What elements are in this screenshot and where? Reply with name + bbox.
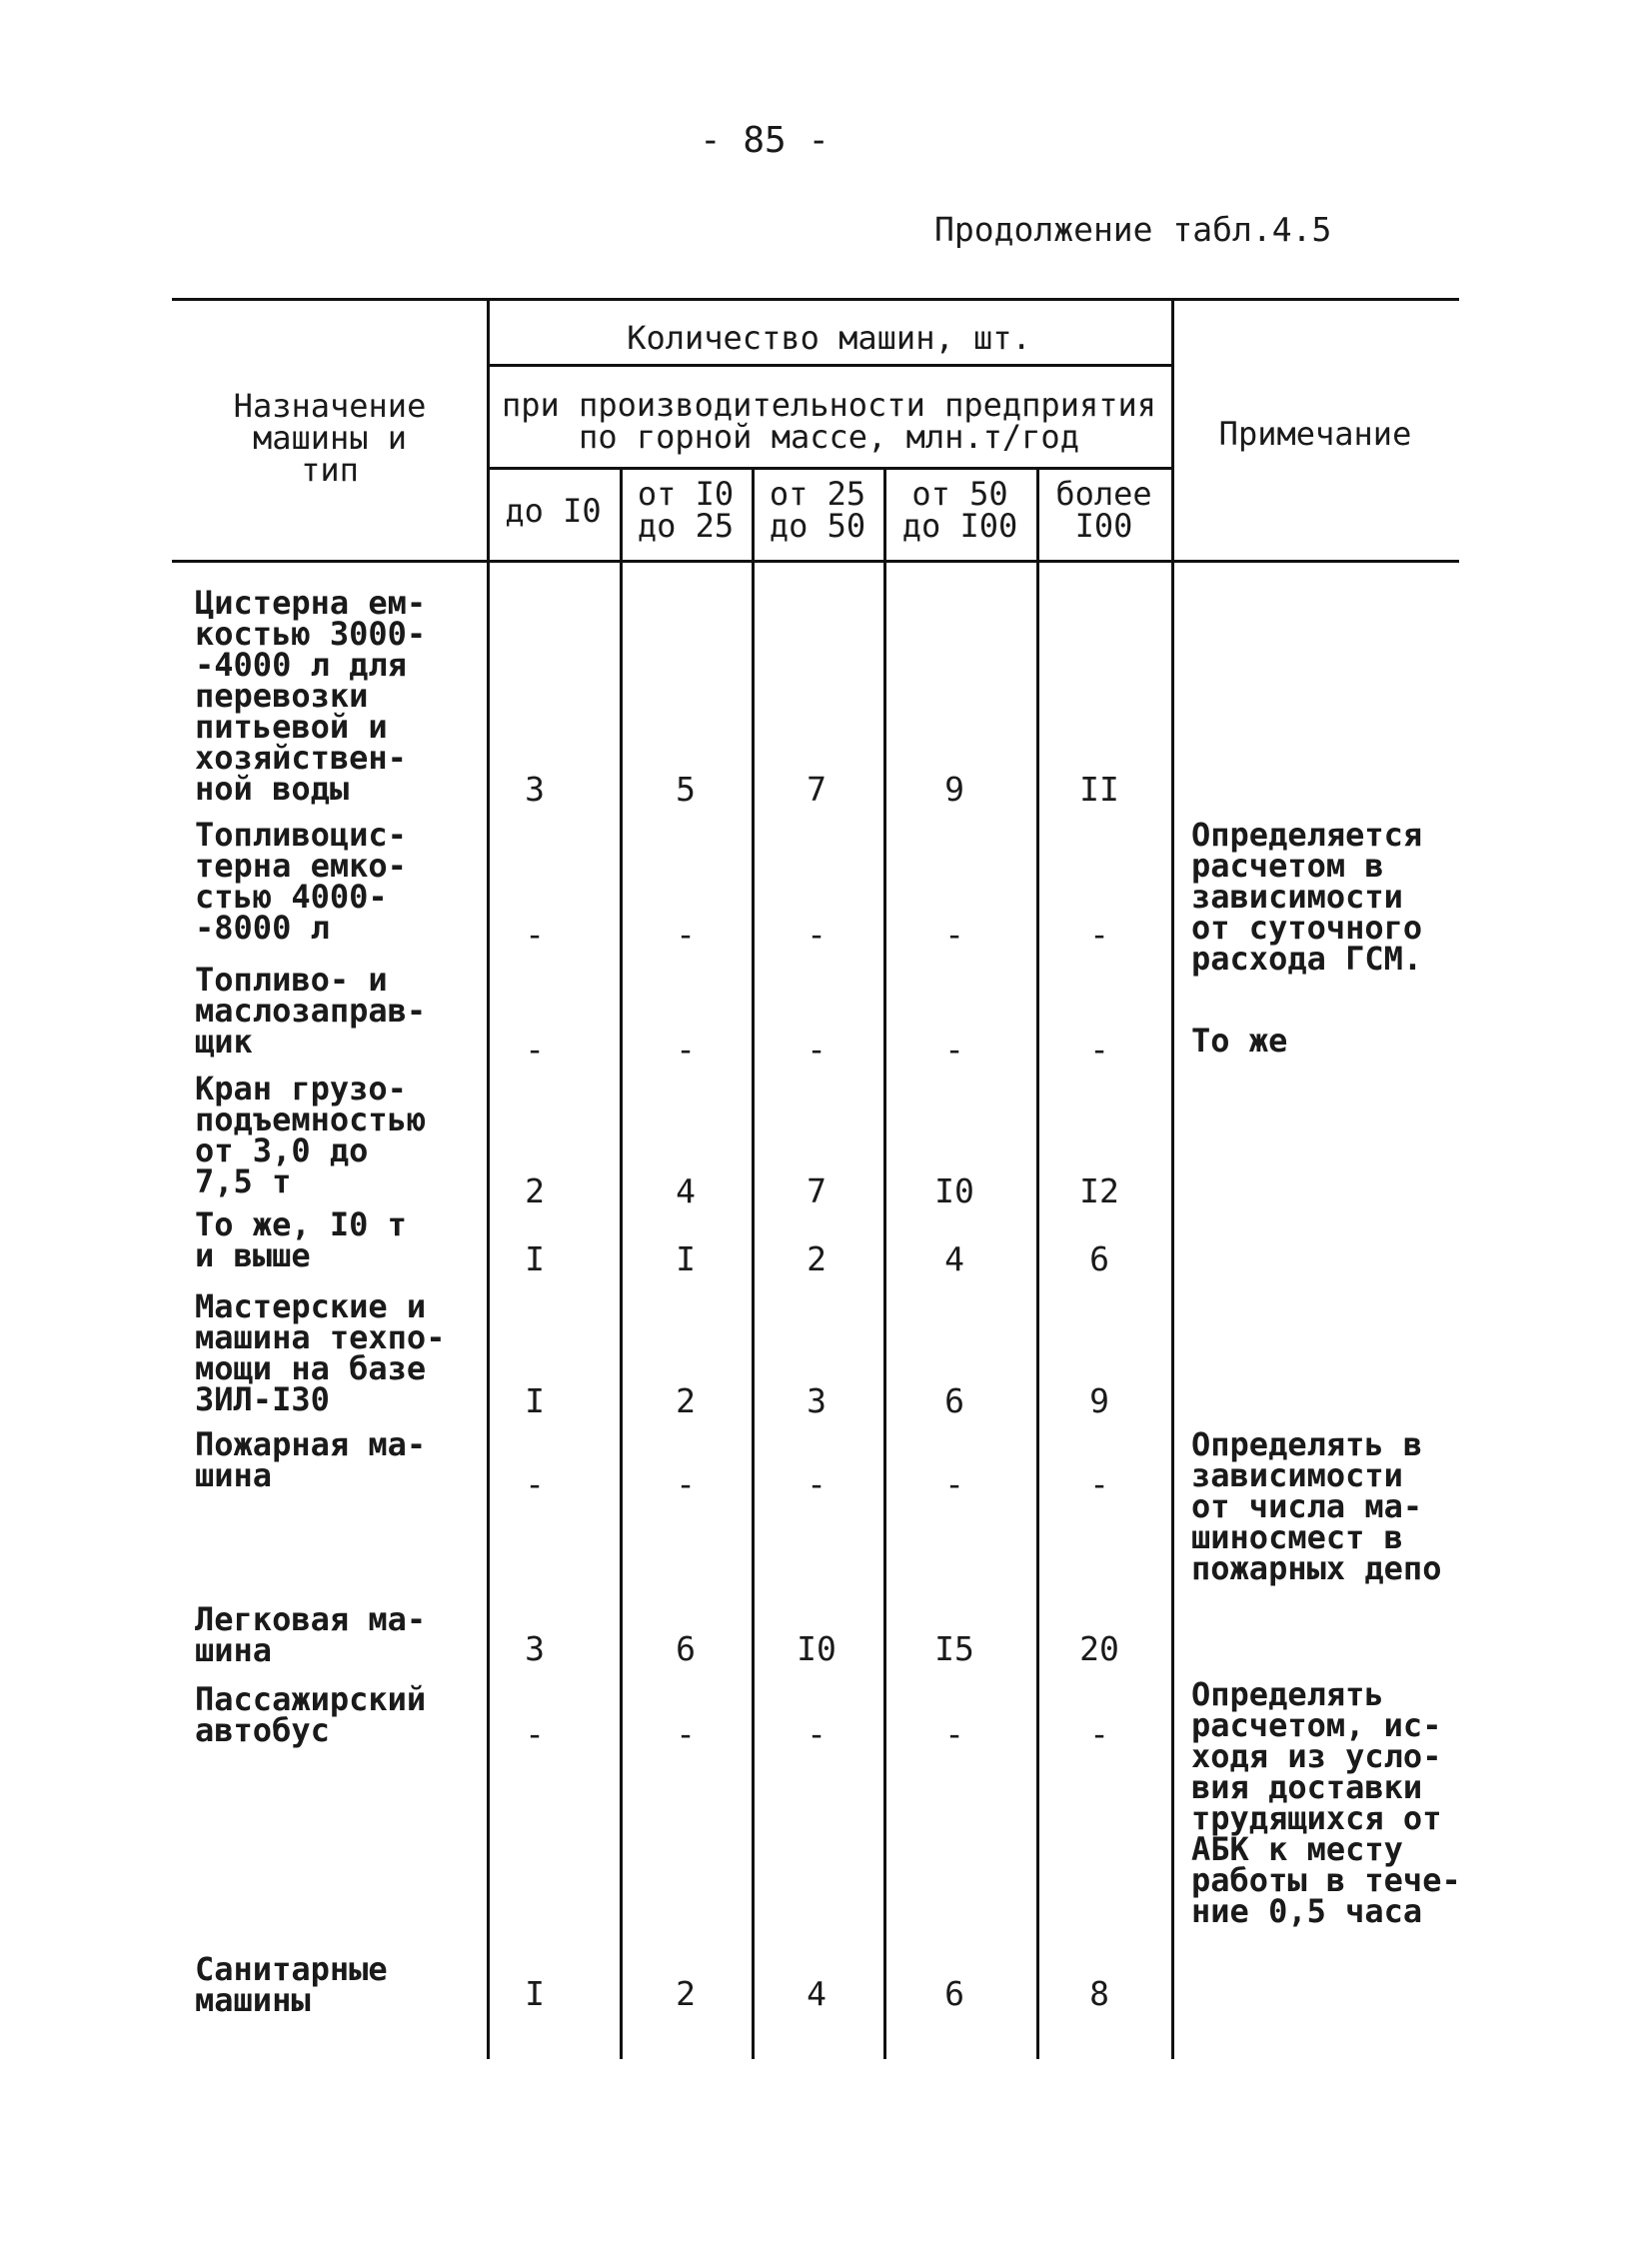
row-value: 6	[944, 1974, 964, 2013]
row-value: 2	[807, 1239, 826, 1278]
row-value: 3	[525, 770, 545, 809]
row-value: I	[525, 1974, 545, 2013]
column-rule	[1036, 467, 1039, 2059]
row-value: -	[944, 1714, 964, 1753]
header-bottom-rule	[172, 560, 1459, 563]
row-note: Определять расчетом, ис- ходя из усло- вия доставки трудящихся от АБК к месту работы в тече- ние 0,5 часа	[1191, 1675, 1461, 1930]
quantity-subheader-rule	[487, 364, 1171, 367]
row-value: -	[807, 1464, 826, 1503]
row-value: 7	[807, 1171, 826, 1210]
row-value: 4	[807, 1974, 826, 2013]
row-value: 4	[676, 1171, 696, 1210]
row-value: -	[1089, 1464, 1109, 1503]
column-rule	[620, 467, 623, 2059]
header-note: Примечание	[1218, 415, 1412, 453]
row-name: То же, I0 т и выше	[195, 1205, 407, 1274]
row-value: 6	[676, 1629, 696, 1668]
row-value: -	[525, 915, 545, 954]
row-value: I2	[1079, 1171, 1119, 1210]
row-value: -	[676, 1464, 696, 1503]
row-value: I0	[934, 1171, 974, 1210]
table-top-rule	[172, 298, 1459, 301]
header-column-3: от 25 до 50	[769, 475, 866, 545]
row-value: 20	[1079, 1629, 1119, 1668]
column-rule	[1171, 298, 1174, 2059]
row-value: -	[807, 915, 826, 954]
column-rule	[883, 467, 886, 2059]
row-value: 2	[676, 1381, 696, 1420]
row-value: -	[807, 1714, 826, 1753]
row-value: 6	[1089, 1239, 1109, 1278]
row-value: I	[676, 1239, 696, 1278]
page-number: - 85 -	[700, 120, 830, 161]
row-value: 3	[807, 1381, 826, 1420]
row-value: 7	[807, 770, 826, 809]
row-value: -	[1089, 1030, 1109, 1069]
row-name: Кран грузо- подъемностью от 3,0 до 7,5 т	[195, 1070, 427, 1200]
row-value: 2	[525, 1171, 545, 1210]
header-column-4: от 50 до I00	[901, 475, 1018, 545]
row-value: -	[1089, 1714, 1109, 1753]
row-value: 3	[525, 1629, 545, 1668]
row-note: То же	[1191, 1022, 1288, 1060]
header-quantity: Количество машин, шт.	[627, 319, 1031, 357]
row-value: 2	[676, 1974, 696, 2013]
row-value: -	[676, 1030, 696, 1069]
row-name: Топливоцис- терна емко- стью 4000- -8000 л	[195, 816, 407, 947]
row-value: -	[944, 1464, 964, 1503]
row-value: 8	[1089, 1974, 1109, 2013]
table-continuation-caption: Продолжение табл.4.5	[934, 210, 1332, 249]
row-value: -	[807, 1030, 826, 1069]
row-name: Санитарные машины	[195, 1950, 388, 2019]
header-column-2: от I0 до 25	[637, 475, 735, 545]
row-value: II	[1079, 770, 1119, 809]
row-name: Топливо- и маслозаправ- щик	[195, 961, 427, 1061]
row-value: -	[525, 1464, 545, 1503]
row-value: 9	[1089, 1381, 1109, 1420]
row-value: 9	[944, 770, 964, 809]
row-value: 4	[944, 1239, 964, 1278]
header-purpose: Назначение машины и тип	[233, 387, 427, 489]
row-note: Определять в зависимости от числа ма- шиносмест в пожарных депо	[1191, 1425, 1442, 1587]
row-name: Цистерна ем- костью 3000- -4000 л для перевозки питьевой и хозяйствен- ной воды	[195, 584, 427, 808]
row-name: Пассажирский автобус	[195, 1680, 427, 1749]
row-value: I	[525, 1381, 545, 1420]
row-value: -	[944, 1030, 964, 1069]
row-value: -	[676, 915, 696, 954]
row-name: Мастерские и машина техпо- мощи на базе ЗИЛ-I30	[195, 1287, 446, 1418]
row-value: -	[525, 1714, 545, 1753]
column-rule	[752, 467, 755, 2059]
row-value: I5	[934, 1629, 974, 1668]
productivity-subheader-rule	[487, 467, 1171, 470]
row-value: 6	[944, 1381, 964, 1420]
row-name: Пожарная ма- шина	[195, 1425, 427, 1494]
header-productivity: при производительности предприятия по горной массе, млн.т/год	[501, 386, 1157, 456]
row-value: I	[525, 1239, 545, 1278]
row-value: -	[676, 1714, 696, 1753]
row-value: I0	[797, 1629, 836, 1668]
row-name: Легковая ма- шина	[195, 1600, 427, 1669]
row-value: -	[1089, 915, 1109, 954]
row-value: -	[525, 1030, 545, 1069]
row-value: 5	[676, 770, 696, 809]
row-note: Определяется расчетом в зависимости от суточного расхода ГСМ.	[1191, 816, 1423, 978]
row-value: -	[944, 915, 964, 954]
header-column-1: до I0	[505, 492, 602, 530]
header-column-5: более I00	[1055, 475, 1152, 545]
